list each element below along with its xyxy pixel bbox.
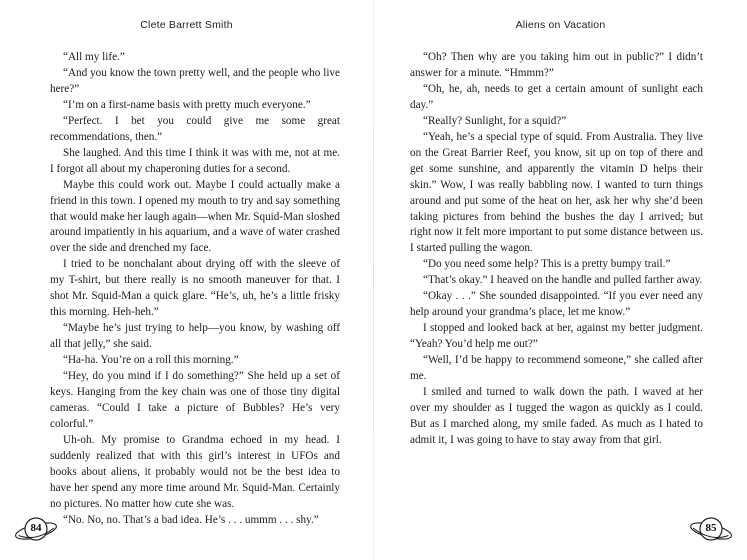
page-number: 85 xyxy=(705,522,717,534)
paragraph: “No. No, no. That’s a bad idea. He’s . . . ummm . . . shy.” xyxy=(63,513,319,526)
paragraph: “Do you need some help? This is a pretty bumpy trail.” xyxy=(423,258,671,271)
left-page-body xyxy=(50,50,340,529)
paragraph: “Ha-ha. You’re on a roll this morning.” xyxy=(63,354,239,367)
running-head-title: Aliens on Vacation xyxy=(515,19,606,31)
page-number-badge xyxy=(687,515,735,545)
paragraph: “Okay . . .” She sounded disappointed. “If you ever need any help around your grandma’s place, let me know.” xyxy=(410,290,703,319)
page-number-badge xyxy=(12,515,60,545)
paragraph: Uh-oh. My promise to Grandma echoed in my head. I suddenly realized that with this girl’s interest in UFOs and books about aliens, it probably would not be the best idea to have her spend any more time around Mr. Squid-Man. Certainly no pictures. No matter how cute she was. xyxy=(50,433,340,510)
paragraph: “Oh, he, ah, needs to get a certain amount of sunlight each day.” xyxy=(410,82,703,111)
paragraph: “And you know the town pretty well, and the people who live here?” xyxy=(50,66,340,95)
paragraph: “Maybe he’s just trying to help—you know, by washing off all that jelly,” she said. xyxy=(50,322,340,351)
paragraph: “Well, I’d be happy to recommend someone,” she called after me. xyxy=(410,354,703,383)
paragraph: I smiled and turned to walk down the path. I waved at her over my shoulder as I tugged the wagon as quickly as I could. But as I marched along, my smile faded. As much as I hated to admit it, I was going to have to stay away from that girl. xyxy=(410,386,703,446)
paragraph: Maybe this could work out. Maybe I could actually make a friend in this town. I opened my mouth to try and say something that would make her laugh again—when Mr. Squid-Man sloshed around impatiently in his aquarium, and a wave of water crashed over the side and drenched my face. xyxy=(50,178,340,255)
paragraph: “Oh? Then why are you taking him out in public?” I didn’t answer for a minute. “Hmmm?” xyxy=(410,51,703,79)
paragraph: “Yeah, he’s a special type of squid. From Australia. They live on the Great Barrier Reef, you know, sit up on top of there and get some sunshine, and apparently the vitamin D helps their skin.” Wow, I was really babbling now. I wanted to turn things around and put some of the heat on her, ask her why she’d been taking pictures from behind the bushes the day I arrived; but right now it felt more important to put some distance between us. I started pulling the wagon. xyxy=(410,130,703,255)
paragraph: “Hey, do you mind if I do something?” She held up a set of keys. Hanging from the key chain was one of those tiny digital cameras. “Could I take a picture of Bubbles? He’s very colorful.” xyxy=(50,370,340,430)
paragraph: “All my life.” xyxy=(63,51,125,63)
page-number: 84 xyxy=(30,522,42,534)
paragraph: I tried to be nonchalant about drying off with the sleeve of my T-shirt, but there really is no smooth maneuver for that. I shot Mr. Squid-Man a quick glare. “He’s, uh, he’s a little frisky this morning. Heh-heh.” xyxy=(50,258,340,319)
running-head-author: Clete Barrett Smith xyxy=(140,19,233,31)
paragraph: She laughed. And this time I think it was with me, not at me. I forgot all about my chaperoning duties for a second. xyxy=(50,146,340,175)
paragraph: “Really? Sunlight, for a squid?” xyxy=(423,114,567,127)
paragraph: “That’s okay.” I heaved on the handle and pulled farther away. xyxy=(423,274,703,287)
paragraph: “I’m on a first-name basis with pretty much everyone.” xyxy=(63,98,311,111)
paragraph: I stopped and looked back at her, against my better judgment. “Yeah? You’d help me out?” xyxy=(410,322,703,351)
right-page xyxy=(374,0,747,560)
paragraph: “Perfect. I bet you could give me some great recommendations, then.” xyxy=(50,114,340,143)
right-page-body xyxy=(410,50,703,449)
left-page xyxy=(0,0,373,560)
